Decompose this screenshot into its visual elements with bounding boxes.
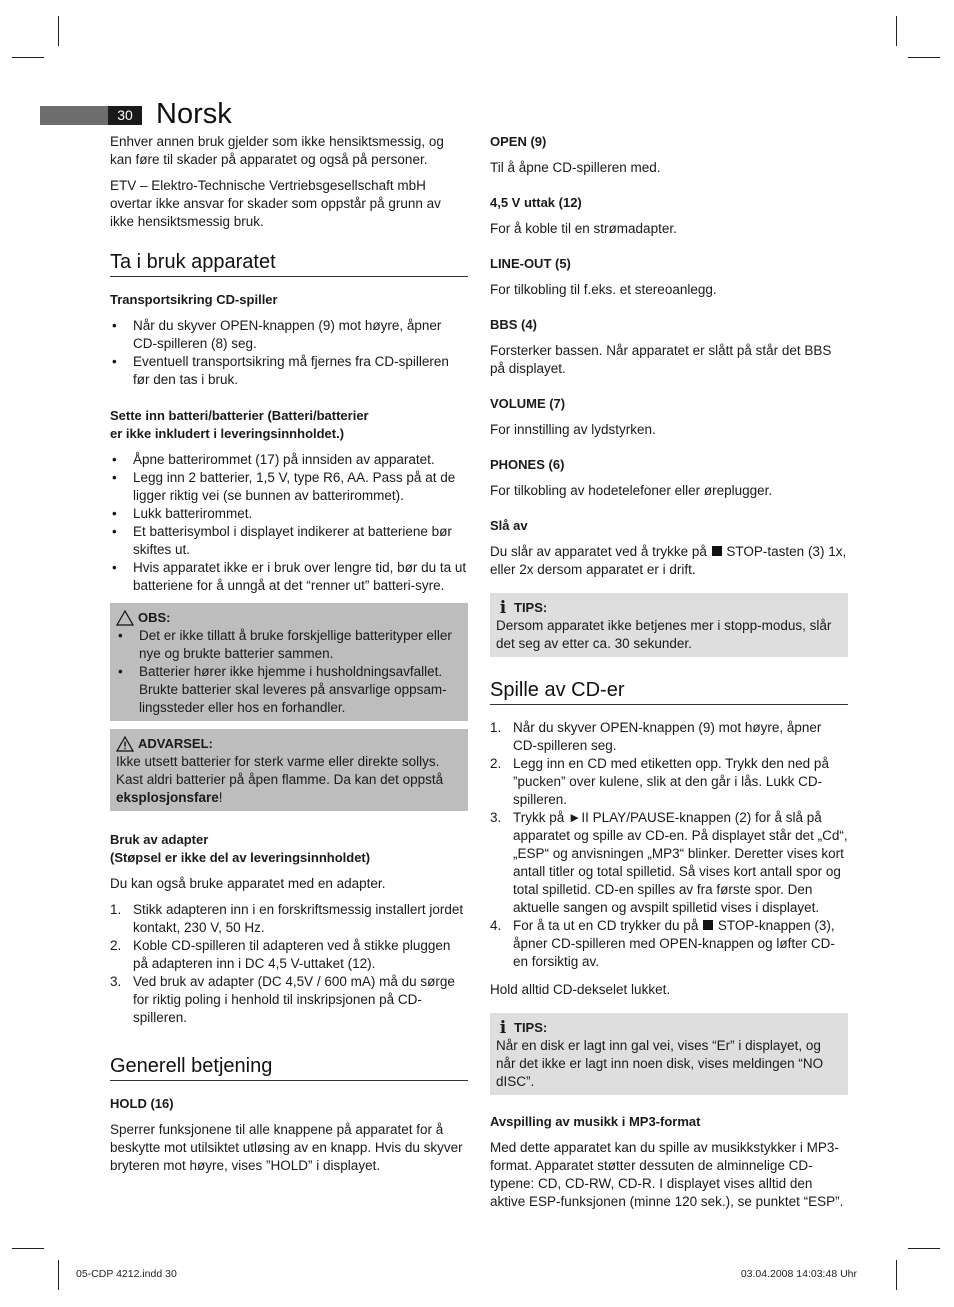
crop-mark (12, 57, 44, 58)
intro-paragraph: Enhver annen bruk gjelder som ikke hensiktsmessig, og kan føre til skader på apparatet og også på personer. (110, 134, 444, 167)
warning-box (110, 729, 468, 811)
control-entry: BBS (4) Forsterker bassen. Når apparatet er slått på står det BBS på displayet. (490, 317, 832, 376)
cd-note: Hold alltid CD-dekselet lukket. (490, 982, 671, 997)
list-item: • Når du skyver OPEN-knappen (9) mot høyre, åpner CD-spilleren (8) seg. (110, 317, 468, 353)
list-item: • Eventuell transportsikring må fjernes fra CD-spilleren før den tas i bruk. (110, 353, 468, 389)
info-icon: i (499, 598, 507, 618)
control-entry: 4,5 V uttak (12) For å koble til en strømadapter. (490, 195, 677, 236)
crop-mark (58, 16, 59, 46)
footer-datetime: 03.04.2008 14:03:48 Uhr (740, 1268, 857, 1280)
list-item: 3. Trykk på ►II PLAY/PAUSE-knappen (2) for å slå på apparatet og spille av CD-en. På displayet står det „Cd“, „ESP“ og anvisningen „MP3“ blinker. Deretter vises kort antall titler og total spilletid. Så vises kort antall spor og total spilletid. CD-en spilles av fra første spor. Den aktuelle sangen og avspilt spilletid vises i displayet. (490, 810, 848, 915)
right-column (490, 133, 848, 1219)
list-item: • Åpne batterirommet (17) på innsiden av apparatet. (110, 451, 468, 469)
crop-mark (58, 1260, 59, 1290)
page-title: Norsk (156, 98, 232, 130)
adapter-steps (110, 901, 468, 1027)
crop-mark (896, 16, 897, 46)
subhead-adapter: Bruk av adapter (Støpsel er ikke del av leveringsinnholdet) (110, 832, 371, 865)
subhead-battery (110, 407, 468, 443)
page-number: 30 (108, 106, 142, 125)
mp3-text: Med dette apparatet kan du spille av musikkstykker i MP3-format. Apparatet støtter dessuten de alminnelige CD-typene: CD, CD-RW, CD-R. I displayet vises alltid den aktive ESP-funksjonen (minne 120 sek.), se punktet “ESP”. (490, 1140, 844, 1209)
list-item: • Batterier hører ikke hjemme i husholdningsavfallet. Brukte batterier skal leveres på ansvarlige oppsam-lingssteder eller hos en forhandler. (116, 663, 462, 717)
stop-icon (712, 546, 722, 556)
list-item: • Hvis apparatet ikke er i bruk over lengre tid, bør du ta ut batteriene for å unngå at det “renner ut” batteri-syre. (110, 559, 468, 595)
off-text: Du slår av apparatet ved å trykke på STOP-tasten (3) 1x, eller 2x dersom apparatet er i drift. (490, 544, 847, 577)
warning-triangle-icon (116, 610, 134, 626)
control-entry: PHONES (6) For tilkobling av hodetelefoner eller øreplugger. (490, 457, 773, 498)
section-title-setup: Ta i bruk apparatet (110, 249, 468, 277)
hold-text: Sperrer funksjonene til alle knappene på apparatet for å beskytte mot utilsiktet utløsing av en knapp. Hvis du skyver bryteren mot høyre, vises ”HOLD” i displayet. (110, 1122, 463, 1173)
list-item: • Legg inn 2 batterier, 1,5 V, type R6, AA. Pass på at de ligger riktig vei (se bunnen av batterirommet). (110, 469, 468, 505)
tips-title-row (496, 1019, 842, 1037)
battery-list (110, 451, 468, 595)
control-entry: VOLUME (7) For innstilling av lydstyrken. (490, 396, 656, 437)
adapter-intro: Du kan også bruke apparatet med en adapter. (110, 876, 386, 891)
list-item: 1. Når du skyver OPEN-knappen (9) mot høyre, åpner CD-spilleren seg. (490, 720, 822, 753)
tips-title: TIPS: (514, 1020, 548, 1035)
obs-title-row (116, 609, 462, 627)
section-title-general: Generell betjening (110, 1053, 468, 1081)
list-item: 4. For å ta ut en CD trykker du på STOP-knappen (3), åpner CD-spilleren med OPEN-knappen og løfter CD-en forsiktig av. (490, 918, 835, 969)
cd-steps (490, 719, 848, 971)
subhead-off: Slå av (490, 518, 528, 533)
warning-title: ADVARSEL: (138, 736, 213, 751)
obs-box (110, 603, 468, 721)
tips-box (490, 1013, 848, 1095)
list-item: 2. Legg inn en CD med etiketten opp. Trykk den ned på ”pucken” over kulene, slik at den går i lås. Lukk CD-spilleren. (490, 756, 829, 807)
tips-text: Dersom apparatet ikke betjenes mer i stopp-modus, slår det seg av etter ca. 30 sekunder. (496, 618, 832, 651)
subhead-hold: HOLD (16) (110, 1096, 174, 1111)
tips-title-row (496, 599, 842, 617)
left-column (110, 133, 468, 1183)
obs-list (116, 627, 462, 717)
warning-emphasis: eksplosjonsfare (116, 790, 219, 805)
warning-triangle-icon (116, 736, 134, 752)
control-entry: OPEN (9) Til å åpne CD-spilleren med. (490, 134, 661, 175)
obs-title: OBS: (138, 610, 171, 625)
list-item: • Det er ikke tillatt å bruke forskjellige batterityper eller nye og brukte batterier sammen. (116, 627, 462, 663)
tips-title: TIPS: (514, 600, 548, 615)
crop-mark (908, 1248, 940, 1249)
footer-file: 05-CDP 4212.indd 30 (76, 1268, 177, 1280)
transport-list (110, 317, 468, 389)
control-entry: LINE-OUT (5) For tilkobling til f.eks. et stereoanlegg. (490, 256, 717, 297)
subhead-battery-line: Sette inn batteri/batterier (Batteri/batterier (110, 408, 369, 423)
subhead-battery-line: er ikke inkludert i leveringsinnholdet.) (110, 426, 345, 441)
crop-mark (12, 1248, 44, 1249)
subhead-transport: Transportsikring CD-spiller (110, 292, 278, 307)
play-pause-icon: ►II (568, 810, 589, 825)
warning-title-row (116, 735, 462, 753)
intro-paragraph: ETV – Elektro-Technische Vertriebsgesellschaft mbH overtar ikke ansvar for skader som oppstår på grunn av ikke hensiktsmessig bruk. (110, 178, 441, 229)
section-title-cd: Spille av CD-er (490, 677, 848, 705)
list-item: 3. Ved bruk av adapter (DC 4,5V / 600 mA) må du sørge for riktig poling i henhold til inskripsjonen på CD-spilleren. (110, 974, 455, 1025)
page-header (0, 96, 954, 136)
tips-text: Når en disk er lagt inn gal vei, vises “Er” i displayet, og når det ikke er lagt inn noen disk, vises meldingen “NO dISC”. (496, 1038, 824, 1089)
warning-text: Ikke utsett batterier for sterk varme eller direkte sollys. Kast aldri batterier på åpen flamme. Da kan det oppstå eksplosjonsfare! (116, 754, 444, 805)
subhead-mp3: Avspilling av musikk i MP3-format (490, 1114, 701, 1129)
tips-box (490, 593, 848, 657)
crop-mark (908, 57, 940, 58)
info-icon: i (499, 1018, 507, 1038)
list-item: • Et batterisymbol i displayet indikerer at batteriene bør skiftes ut. (110, 523, 468, 559)
stop-icon (703, 920, 713, 930)
list-item: • Lukk batterirommet. (110, 505, 468, 523)
list-item: 2. Koble CD-spilleren til adapteren ved å stikke pluggen på adapteren inn i DC 4,5 V-uttaket (12). (110, 938, 451, 971)
crop-mark (896, 1260, 897, 1290)
list-item: 1. Stikk adapteren inn i en forskriftsmessig installert jordet kontakt, 230 V, 50 Hz. (110, 902, 464, 935)
